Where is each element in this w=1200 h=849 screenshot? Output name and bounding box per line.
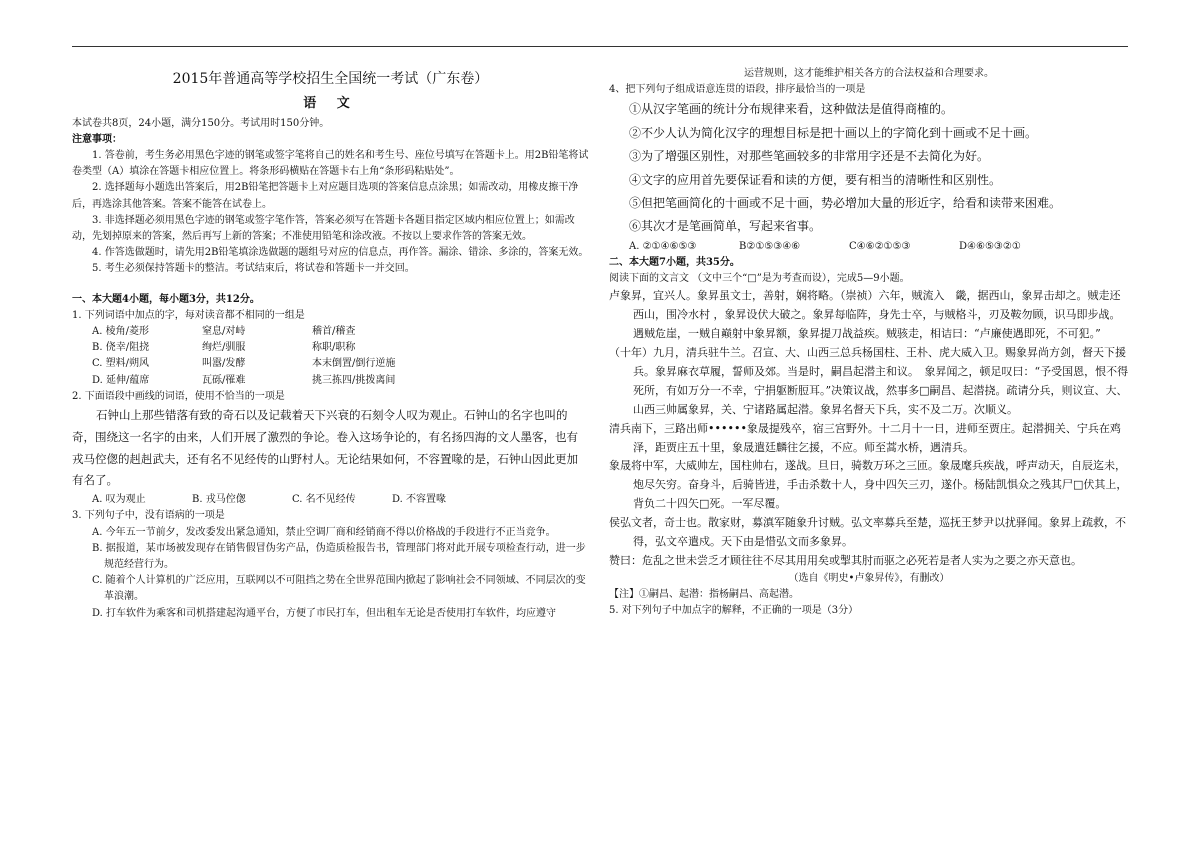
option-cell: D. 延伸/蕴席: [92, 374, 150, 386]
q4-item: ②不少人认为简化汉字的理想目标是把十画以上的字简化到十画或不足十画。: [629, 125, 1038, 140]
q2-options: [72, 492, 589, 508]
q3-option-c: C. 随着个人计算机的广泛应用，互联网以不可阻挡之势在全世界范围内掀起了影响社会不同领域、不同层次的变革浪潮。: [92, 575, 586, 603]
q3-continuation: 运营规则，这才能维护相关各方的合法权益和合理要求。: [744, 68, 994, 79]
option-cell: B②①⑤③④⑥: [739, 240, 801, 252]
note-item: 2. 选择题每小题选出答案后，用2B铅笔把答题卡上对应题目选项的答案信息点涂黑；如需改动，用橡皮擦干净后，再选涂其他答案。答案不能答在试卷上。: [72, 182, 579, 210]
option-cell: D④⑥⑤③②①: [959, 240, 1021, 252]
left-column: [72, 60, 589, 622]
q3-option-d: D. 打车软件为乘客和司机搭建起沟通平台，方便了市民打车，但出租车无论是否使用打车软件，均应遵守: [92, 607, 557, 619]
passage-paragraph: 象晟将中军，大威帅左，国柱帅右，遂战。旦日，骑数万环之三匝。象晟麾兵疾战，呼声动天，自辰迄未，炮尽矢穷。奋身斗，后骑皆进，手击杀数十人，身中四矢三刃，遂仆。杨陆凯惧众之残其尸□伏其上，背负二十四矢□死。一军尽覆。: [609, 459, 1128, 511]
option-cell: 本末倒置/倒行逆施: [312, 358, 396, 370]
q3-stem: 3. 下列句子中，没有语病的一项是: [72, 510, 225, 522]
q1-option-b: [72, 340, 589, 356]
passage-source: （选自《明史•卢象昇传》，有删改）: [788, 572, 950, 584]
part1-heading: 一、本大题4小题，每小题3分，共12分。: [72, 293, 260, 305]
q1-option-c: [72, 356, 589, 372]
option-cell: A. 叹为观止: [92, 494, 146, 506]
passage-note: 【注】①嗣昌、起潜：指杨嗣昌、高起潜。: [609, 589, 799, 601]
option-cell: D. 不容置喙: [392, 494, 447, 506]
subject-title: 语 文: [303, 95, 358, 111]
q3-option-a: A. 今年五一节前夕，发改委发出紧急通知，禁止空调厂商和经销商不得以价格战的手段进行不正当竞争。: [92, 526, 556, 538]
notes-heading: 注意事项：: [72, 133, 122, 145]
option-cell: 稽首/稽查: [312, 325, 356, 337]
q1-option-a: [72, 324, 589, 340]
passage-paragraph: 赞曰：危乱之世未尝乏才顾往往不尽其用用矣或掣其肘而驱之必死若是者人实为之要之亦天意也。: [609, 553, 1082, 567]
q3-option-b: B. 据报道，某市场被发现存在销售假冒伪劣产品，伪造质检报告书，管理部门将对此开展专项检查行动，进一步规范经营行为。: [92, 542, 586, 571]
option-cell: A. ②①④⑥⑤③: [629, 240, 697, 252]
option-cell: B. 戎马倥偬: [192, 494, 246, 506]
q1-option-d: [72, 373, 589, 389]
right-column: [609, 60, 1129, 619]
option-cell: 绚烂/驯服: [202, 342, 246, 354]
q1-stem: 1. 下列词语中加点的字，每对读音都不相同的一组是: [72, 309, 305, 321]
exam-title: 2015年普通高等学校招生全国统一考试（广东卷）: [172, 71, 489, 87]
q4-item: ①从汉字笔画的统计分布规律来看，这种做法是值得商榷的。: [629, 102, 954, 117]
q4-item: ③为了增强区别性，对那些笔画较多的非常用字还是不去简化为好。: [629, 149, 990, 164]
q2-passage: 石钟山上那些错落有致的奇石以及记载着天下兴衰的石刻令人叹为观止。石钟山的名字也叫的奇，围绕这一名字的由来，人们开展了激烈的争论。卷入这场争论的，有名扬四海的文人墨客，也有戎马倥偬的赳赳武夫，还有名不见经传的山野村人。无论结果如何，不容置喙的是，石钟山因此更加有名了。: [72, 407, 578, 488]
q2-stem: 2. 下面语段中画线的词语，使用不恰当的一项是: [72, 390, 285, 402]
option-cell: 称职/职称: [312, 342, 356, 354]
note-item: 3. 非选择题必须用黑色字迹的钢笔或签字笔作答，答案必须写在答题卡各题目指定区域内相应位置上；如需改动，先划掉原来的答案，然后再写上新的答案；不准使用铅笔和涂改液。不按以上要求作答的答案无效。: [72, 214, 575, 243]
option-cell: 瓦砾/罹难: [202, 374, 246, 386]
option-cell: B. 侥幸/阻挠: [92, 342, 150, 354]
q5-stem: 5. 对下列句子中加点字的解释，不正确的一项是（3分）: [609, 605, 859, 617]
option-cell: 挑三拣四/挑拨离间: [312, 374, 396, 386]
note-item: 4. 作答选做题时，请先用2B铅笔填涂选做题的题组号对应的信息点，再作答。漏涂、错涂、多涂的，答案无效。: [92, 247, 589, 259]
option-cell: 窒息/对峙: [202, 325, 246, 337]
note-item: 5. 考生必须保持答题卡的整洁。考试结束后，将试卷和答题卡一并交回。: [92, 263, 415, 275]
q4-item: ④文字的应用首先要保证看和读的方便，要有相当的清晰性和区别性。: [629, 172, 1002, 187]
option-cell: A. 棱角/菱形: [92, 325, 149, 337]
reading-intro: 阅读下面的文言文 （文中三个“□”是为考查而设），完成5—9小题。: [609, 273, 910, 285]
option-cell: C. 塑料/朔风: [92, 358, 150, 370]
top-rule: [72, 46, 1128, 47]
q4-options: [609, 239, 1129, 255]
option-cell: C. 名不见经传: [292, 494, 356, 506]
q4-stem: 4、把下列句子组成语意连贯的语段，排序最恰当的一项是: [609, 84, 866, 96]
passage-paragraph: 侯弘文者，奇士也。散家财，募滇军随象升讨贼。弘文率募兵至楚，巡抚王梦尹以扰驿闻。象昇上疏救，不得，弘文卒遣戍。天下由是惜弘文而多象昇。: [609, 516, 1126, 549]
passage-paragraph: 卢象昇，宜兴人。象昇虽文士，善射，娴将略。（崇祯）六年，贼流入 畿，据西山，象昇击却之。贼走还西山，围冷水村 ，象昇设伏大破之。象昇每临阵，身先士卒，与贼格斗，刃及鞍勿顾，识马即步战。遇贼危崖，一贼自巅射中象昇额，象昇提刀战益疾。贼骇走，相诘曰：“卢廉使遇即死，不可犯。”: [609, 289, 1121, 341]
option-cell: C④⑥②①⑤③: [849, 240, 911, 252]
q4-item: ⑤但把笔画简化的十画或不足十画，势必增加大量的形近字，给看和读带来困难。: [629, 195, 1062, 210]
option-cell: 叫嚣/发酵: [202, 358, 246, 370]
passage-paragraph: 清兵南下，三路出师••••••象晟提残卒，宿三宫野外。十二月十一日，进师至贾庄。起潜拥关、宁兵在鸡泽，距贾庄五十里，象晟遣廷麟往乞援，不应。师至蒿水桥，遇清兵。: [609, 421, 1121, 454]
part2-heading: 二、本大题7小题，共35分。: [609, 256, 740, 268]
note-item: 1. 答卷前，考生务必用黑色字迹的钢笔或签字笔将自己的姓名和考生号、座位号填写在答题卡上。用2B铅笔将试卷类型（A）填涂在答题卡相应位置上。将条形码横贴在答题卡右上角“条形码粘贴处”。: [72, 150, 589, 178]
exam-intro: 本试卷共8页，24小题，满分150分。考试用时150分钟。: [72, 117, 330, 129]
q4-item: ⑥其次才是笔画简单，写起来省事。: [629, 219, 822, 234]
passage-paragraph: （十年）九月，清兵驻牛兰。召宣、大、山西三总兵杨国柱、王朴、虎大威入卫。赐象昇尚方剑，督天下援兵。象昇麻衣草履，誓师及郊。当是时，嗣昌起潜主和议。 象昇闻之，顿足叹曰：“予受国恩，恨不得死所，有如万分一不幸，宁捐躯断脰耳。”决策议战，然事多□嗣昌、起潜挠。疏请分兵，则议宣、大、山西三帅属象昇，关、宁诸路属起潜。象昇名督天下兵，实不及二万。次顺义。: [609, 346, 1129, 416]
